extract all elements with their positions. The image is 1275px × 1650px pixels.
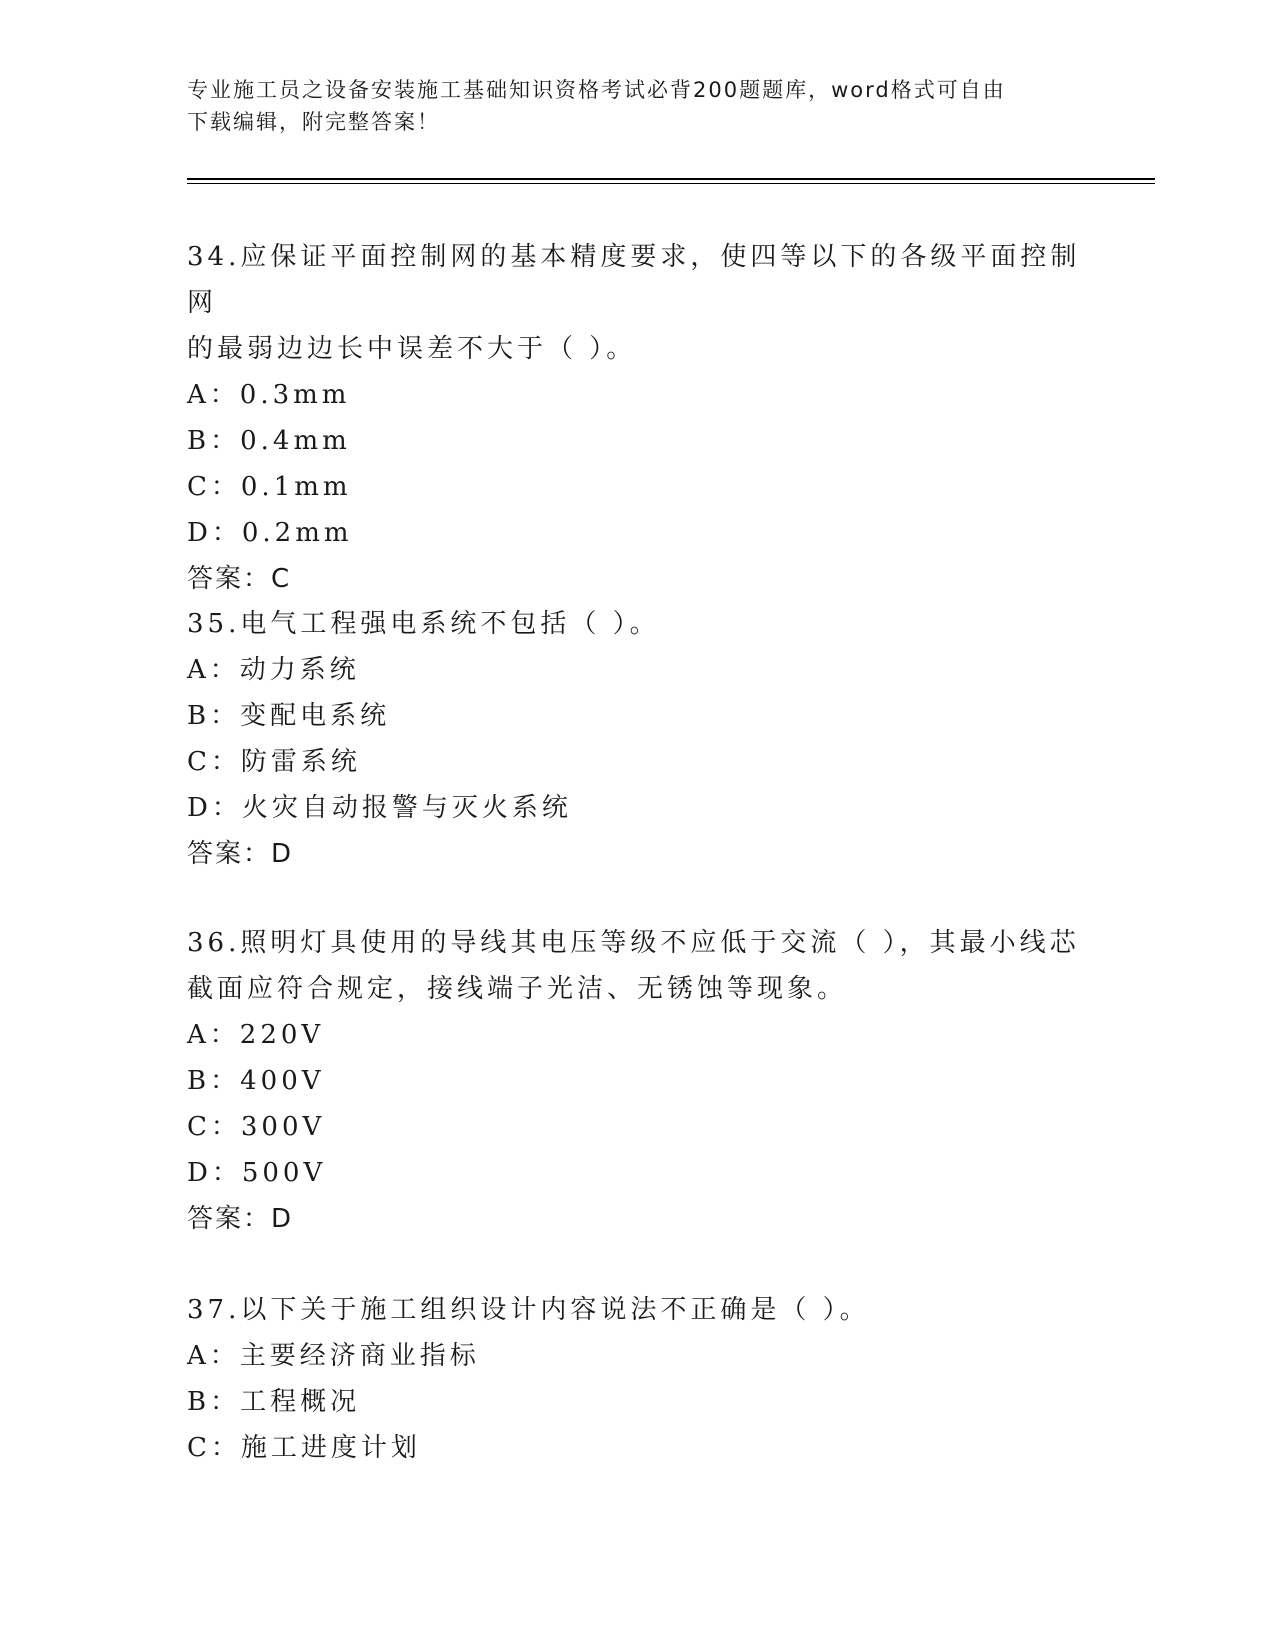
answer: 答案：D	[187, 1204, 294, 1234]
option-b: B：400V	[187, 1066, 325, 1096]
header-line-1: 专业施工员之设备安装施工基础知识资格考试必背200题题库，word格式可自由	[187, 78, 1006, 102]
option-d: D：0.2mm	[187, 518, 353, 548]
question-stem-line-2: 截面应符合规定，接线端子光洁、无锈蚀等现象。	[187, 974, 848, 1004]
option-b: B：变配电系统	[187, 701, 391, 731]
option-c: C：防雷系统	[187, 747, 361, 777]
question-37	[187, 1287, 1087, 1471]
question-34	[187, 234, 1087, 602]
option-a: A：主要经济商业指标	[187, 1341, 480, 1371]
option-b: B：0.4mm	[187, 426, 351, 456]
question-stem-line-1: 34.应保证平面控制网的基本精度要求，使四等以下的各级平面控制网	[187, 242, 1081, 318]
option-a: A：0.3mm	[187, 380, 351, 410]
header-divider-thick	[187, 178, 1155, 180]
option-c: C：0.1mm	[187, 472, 352, 502]
question-stem-line-1: 35.电气工程强电系统不包括（ ）。	[187, 609, 660, 639]
answer: 答案：D	[187, 839, 294, 869]
option-c: C：300V	[187, 1112, 326, 1142]
option-c: C：施工进度计划	[187, 1433, 421, 1463]
question-35	[187, 601, 1087, 877]
answer: 答案：C	[187, 564, 292, 594]
option-d: D：500V	[187, 1158, 327, 1188]
option-b: B：工程概况	[187, 1387, 361, 1417]
document-header	[187, 74, 1067, 138]
question-36	[187, 920, 1087, 1242]
question-stem-line-1: 37.以下关于施工组织设计内容说法不正确是（ ）。	[187, 1295, 870, 1325]
option-d: D：火灾自动报警与灭火系统	[187, 793, 572, 823]
question-stem-line-1: 36.照明灯具使用的导线其电压等级不应低于交流（ ），其最小线芯	[187, 928, 1080, 958]
question-stem-line-2: 的最弱边边长中误差不大于（ ）。	[187, 334, 637, 364]
option-a: A：动力系统	[187, 655, 360, 685]
header-line-2: 下载编辑，附完整答案！	[187, 110, 440, 134]
header-divider-thin	[187, 183, 1155, 184]
option-a: A：220V	[187, 1020, 325, 1050]
